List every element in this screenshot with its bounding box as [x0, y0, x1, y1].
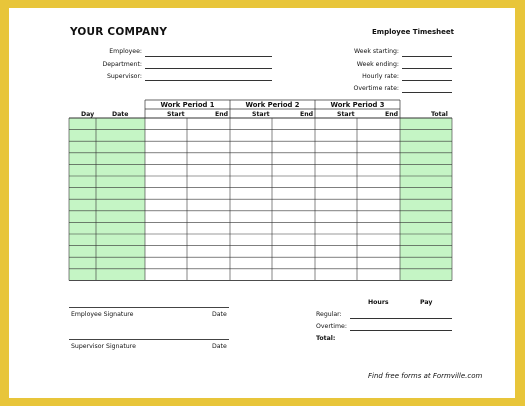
total-header: Total	[431, 111, 448, 118]
regular-label: Regular:	[316, 311, 342, 318]
employee-signature-line[interactable]	[69, 307, 229, 308]
period-3-start-header: Start	[337, 111, 355, 118]
employee-label: Employee:	[109, 48, 142, 55]
overtime-rate-label: Overtime rate:	[353, 85, 399, 92]
total-label: Total:	[316, 335, 336, 342]
department-label: Department:	[102, 61, 142, 68]
week-ending-label: Week ending:	[356, 61, 399, 68]
overtime-label: Overtime:	[316, 323, 347, 330]
period-2-start-header: Start	[252, 111, 270, 118]
supervisor-signature-label: Supervisor Signature	[71, 343, 136, 350]
work-period-3-header: Work Period 3	[330, 101, 385, 109]
period-1-end-header: End	[215, 111, 229, 118]
hours-header: Hours	[368, 299, 389, 306]
timesheet-page	[9, 8, 515, 398]
footer-note: Find free forms at Formville.com	[368, 372, 483, 380]
company-name: YOUR COMPANY	[70, 26, 168, 38]
supervisor-label: Supervisor:	[106, 73, 142, 80]
pay-header: Pay	[420, 299, 433, 306]
period-3-end-header: End	[385, 111, 399, 118]
day-header: Day	[81, 111, 95, 118]
week-starting-label: Week starting:	[354, 48, 399, 55]
period-1-start-header: Start	[167, 111, 185, 118]
supervisor-date-label: Date	[212, 343, 227, 350]
period-2-end-header: End	[300, 111, 314, 118]
document-title: Employee Timesheet	[372, 28, 454, 36]
work-period-1-header: Work Period 1	[160, 101, 215, 109]
employee-date-label: Date	[212, 311, 227, 318]
date-header: Date	[112, 111, 129, 118]
supervisor-signature-line[interactable]	[69, 339, 229, 340]
employee-signature-label: Employee Signature	[71, 311, 134, 318]
regular-field[interactable]	[350, 318, 452, 319]
overtime-field[interactable]	[350, 330, 452, 331]
hourly-rate-label: Hourly rate:	[362, 73, 399, 80]
work-period-2-header: Work Period 2	[245, 101, 300, 109]
